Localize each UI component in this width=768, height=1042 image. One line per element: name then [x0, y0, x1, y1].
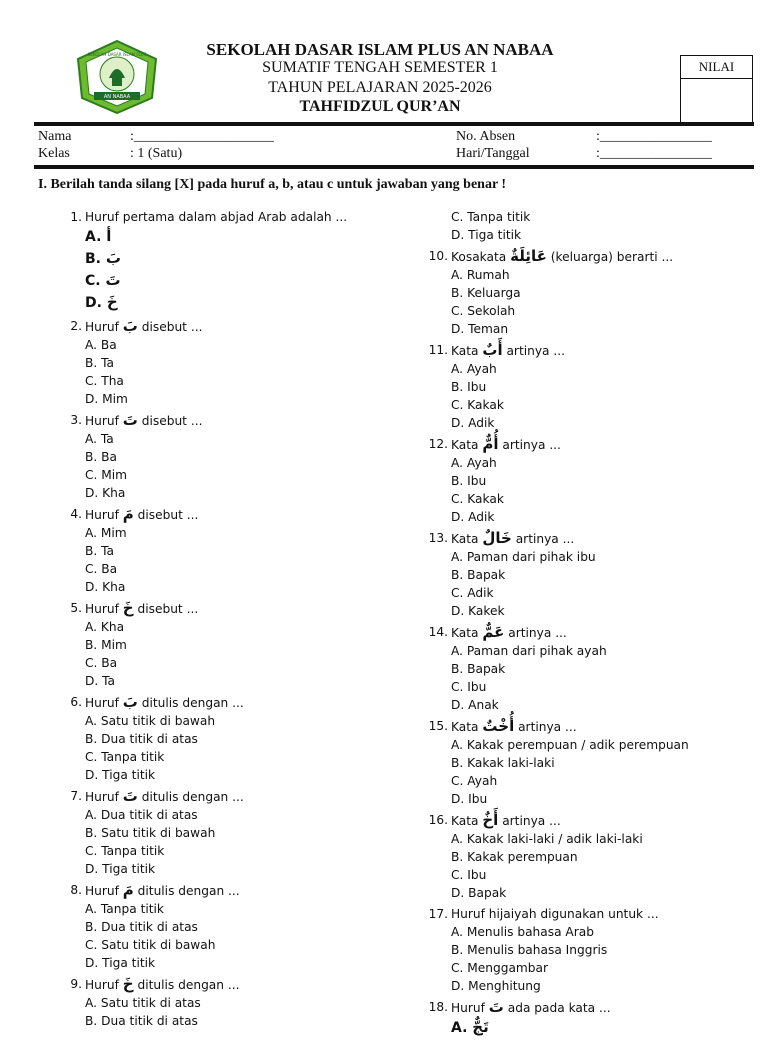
subject-title: TAHFIDZUL QUR’AN	[299, 98, 461, 115]
answer-option[interactable]: D. Mim	[85, 392, 128, 406]
answer-option[interactable]: D. Adik	[451, 416, 495, 430]
answer-option[interactable]: A. Kha	[85, 620, 125, 634]
class-value: : 1 (Satu)	[130, 146, 183, 161]
answer-option[interactable]: D. Adik	[451, 510, 495, 524]
answer-option[interactable]: C. Ba	[85, 656, 118, 670]
question-gap	[60, 1030, 410, 1033]
absen-label: No. Absen	[456, 129, 516, 144]
answer-option[interactable]: D. Kha	[85, 580, 126, 594]
question-text: Huruf مَ ditulis dengan ...	[85, 881, 240, 899]
answer-option[interactable]: C. Tanpa titik	[451, 210, 531, 224]
question-number: 5.	[70, 601, 82, 615]
question-text: Kata أَخٌ artinya ...	[451, 811, 561, 829]
question-number: 15.	[428, 719, 448, 733]
answer-option[interactable]: D. Menghitung	[451, 979, 541, 993]
arabic-word: أُخْتٌ	[482, 717, 515, 735]
arabic-word: مَ	[122, 505, 134, 523]
question-number: 14.	[428, 625, 448, 639]
answer-option[interactable]: C. تَ	[85, 271, 121, 289]
score-label: NILAI	[681, 56, 752, 79]
arabic-word: أَخٌ	[482, 811, 499, 829]
question-number: 1.	[70, 210, 82, 224]
academic-year: TAHUN PELAJARAN 2025-2026	[268, 79, 492, 96]
school-name: SEKOLAH DASAR ISLAM PLUS AN NABAA	[206, 40, 554, 59]
name-label: Nama	[38, 129, 72, 144]
question-item	[426, 998, 756, 1017]
logo-label-top: SEKOLAH DASAR ISLAM PLUS	[87, 52, 147, 57]
question-item	[426, 529, 756, 548]
answer-option[interactable]: A. Satu titik di atas	[85, 996, 201, 1010]
question-number: 6.	[70, 695, 82, 709]
question-text: Huruf مَ disebut ...	[85, 505, 199, 523]
question-text: Kosakata عَائِلَةٌ (keluarga) berarti ...	[451, 247, 674, 265]
name-field[interactable]: :____________________	[130, 129, 274, 144]
answer-option[interactable]: C. Kakak	[451, 492, 504, 506]
question-item	[60, 505, 410, 524]
left-question-column	[60, 208, 410, 1033]
question-item	[60, 599, 410, 618]
answer-option[interactable]: A. تَجٌّ	[451, 1018, 489, 1036]
question-number: 16.	[428, 813, 448, 827]
question-number: 12.	[428, 437, 448, 451]
question-text: Kata أُخْتٌ artinya ...	[451, 717, 577, 735]
answer-option[interactable]: A. Ba	[85, 338, 117, 352]
answer-option[interactable]: B. Keluarga	[451, 286, 521, 300]
question-text: Kata أَبٌ artinya ...	[451, 341, 566, 359]
section-instruction: I. Berilah tanda silang [X] pada huruf a, b, atau c untuk jawaban yang benar !	[38, 177, 507, 192]
question-number: 3.	[70, 413, 82, 427]
answer-option[interactable]: C. Tha	[85, 374, 124, 388]
question-number: 4.	[70, 507, 82, 521]
question-item	[60, 975, 410, 994]
arabic-letter: بَ	[105, 249, 121, 267]
answer-option[interactable]: D. Kakek	[451, 604, 505, 618]
question-number: 2.	[70, 319, 82, 333]
answer-option[interactable]: A. Ayah	[451, 362, 497, 376]
question-number: 13.	[428, 531, 448, 545]
answer-option[interactable]: B. Ta	[85, 544, 115, 558]
answer-option[interactable]: B. Bapak	[451, 568, 506, 582]
question-text: Huruf تَ ada pada kata ...	[451, 998, 611, 1016]
answer-option[interactable]: B. Mim	[85, 638, 127, 652]
answer-option[interactable]: A. Rumah	[451, 268, 510, 282]
question-number: 11.	[428, 343, 448, 357]
answer-option[interactable]: D. خَ	[85, 293, 118, 311]
question-text: Kata عَمٌّ artinya ...	[451, 623, 567, 641]
arabic-word: تَ	[122, 787, 138, 805]
answer-option[interactable]: B. Ibu	[451, 380, 487, 394]
question-text: Kata خَالٌ artinya ...	[451, 529, 575, 547]
arabic-word: خَ	[122, 599, 134, 617]
answer-option[interactable]: B. Kakak perempuan	[451, 850, 578, 864]
answer-option[interactable]: A. Paman dari pihak ayah	[451, 644, 607, 658]
answer-option[interactable]: C. Menggambar	[451, 961, 549, 975]
arabic-word: بَ	[122, 317, 138, 335]
arabic-word: أُمٌّ	[482, 435, 499, 453]
question-text: Huruf بَ disebut ...	[85, 317, 203, 335]
question-item	[426, 341, 756, 360]
question-item	[426, 623, 756, 642]
answer-option[interactable]: C. Ba	[85, 562, 118, 576]
arabic-word: تَ	[122, 411, 138, 429]
answer-option[interactable]: C. Adik	[451, 586, 494, 600]
arabic-letter: خَ	[106, 293, 118, 311]
school-logo-icon	[76, 40, 158, 114]
answer-option[interactable]: A. أ	[85, 227, 112, 245]
arabic-word: بَ	[122, 693, 138, 711]
score-box	[680, 55, 753, 123]
arabic-word: تَ	[488, 998, 504, 1016]
answer-option[interactable]: D. Ibu	[451, 792, 488, 806]
question-item	[426, 905, 756, 923]
answer-option[interactable]: B. Ta	[85, 356, 115, 370]
answer-option[interactable]: D. Kha	[85, 486, 126, 500]
question-item	[426, 247, 756, 266]
question-number: 7.	[70, 789, 82, 803]
answer-option[interactable]: A. Ta	[85, 432, 114, 446]
question-item	[426, 811, 756, 830]
answer-option[interactable]: A. Paman dari pihak ibu	[451, 550, 596, 564]
answer-option[interactable]: B. Menulis bahasa Inggris	[451, 943, 608, 957]
class-label: Kelas	[38, 146, 70, 161]
absen-field[interactable]: :________________	[596, 129, 712, 144]
arabic-word: أَبٌ	[482, 341, 503, 359]
right-question-column	[426, 208, 756, 1042]
question-item	[426, 435, 756, 454]
logo-label: AN NABAA	[103, 94, 131, 100]
answer-option[interactable]: A. Tanpa titik	[85, 902, 164, 916]
answer-option[interactable]: C. Ayah	[451, 774, 498, 788]
arabic-word: عَائِلَةٌ	[510, 247, 547, 265]
answer-option[interactable]: C. Ibu	[451, 680, 487, 694]
answer-option[interactable]: A. Kakak laki-laki / adik laki-laki	[451, 832, 643, 846]
answer-option[interactable]: B. Dua titik di atas	[85, 920, 198, 934]
answer-option[interactable]: D. Tiga titik	[85, 956, 156, 970]
answer-option[interactable]: B. Ba	[85, 450, 117, 464]
answer-option[interactable]: C. Kakak	[451, 398, 504, 412]
answer-option[interactable]: D. Ta	[85, 674, 116, 688]
answer-option[interactable]: A. Dua titik di atas	[85, 808, 198, 822]
question-item	[60, 317, 410, 336]
question-text: Huruf خَ ditulis dengan ...	[85, 975, 240, 993]
answer-option[interactable]: C. Tanpa titik	[85, 844, 165, 858]
answer-option[interactable]: A. Mim	[85, 526, 127, 540]
answer-option[interactable]: D. Anak	[451, 698, 499, 712]
answer-option[interactable]: B. بَ	[85, 249, 121, 267]
answer-option[interactable]: B. Dua titik di atas	[85, 1014, 198, 1028]
arabic-word: مَ	[122, 881, 134, 899]
question-number: 18.	[428, 1000, 448, 1014]
date-field[interactable]: :________________	[596, 146, 712, 161]
arabic-letter: تَ	[105, 271, 121, 289]
question-text: Huruf تَ disebut ...	[85, 411, 203, 429]
answer-option[interactable]: D. Tiga titik	[85, 768, 156, 782]
answer-option[interactable]: A. Menulis bahasa Arab	[451, 925, 594, 939]
answer-option[interactable]: C. Sekolah	[451, 304, 516, 318]
answer-option[interactable]: D. Teman	[451, 322, 509, 336]
answer-option[interactable]: A. Satu titik di bawah	[85, 714, 216, 728]
answer-option[interactable]: D. Tiga titik	[85, 862, 156, 876]
answer-option[interactable]: B. Satu titik di bawah	[85, 826, 216, 840]
question-text: Huruf hijaiyah digunakan untuk ...	[451, 907, 659, 921]
arabic-word: خَ	[122, 975, 134, 993]
exam-title: SUMATIF TENGAH SEMESTER 1	[262, 59, 498, 76]
question-item	[60, 787, 410, 806]
answer-option[interactable]: C. Tanpa titik	[85, 750, 165, 764]
info-divider	[34, 165, 754, 169]
answer-option[interactable]: D. Tiga titik	[451, 228, 522, 242]
question-number: 9.	[70, 977, 82, 991]
question-item	[60, 208, 410, 226]
answer-option[interactable]: C. Ibu	[451, 868, 487, 882]
question-text: Kata أُمٌّ artinya ...	[451, 435, 561, 453]
question-number: 17.	[428, 907, 448, 921]
date-label: Hari/Tanggal	[456, 146, 530, 161]
arabic-letter: تَجٌّ	[472, 1018, 489, 1036]
arabic-word: خَالٌ	[482, 529, 512, 547]
question-item	[426, 717, 756, 736]
answer-option[interactable]: D. Bapak	[451, 886, 507, 900]
answer-option[interactable]: B. Bapak	[451, 662, 506, 676]
answer-option[interactable]: C. Mim	[85, 468, 128, 482]
arabic-word: عَمٌّ	[482, 623, 505, 641]
question-text: Huruf pertama dalam abjad Arab adalah ...	[85, 210, 348, 224]
answer-option[interactable]: B. Kakak laki-laki	[451, 756, 555, 770]
answer-option[interactable]: C. Satu titik di bawah	[85, 938, 216, 952]
header-divider	[34, 122, 754, 126]
question-text: Huruf خَ disebut ...	[85, 599, 199, 617]
answer-option[interactable]: B. Dua titik di atas	[85, 732, 198, 746]
question-item	[60, 881, 410, 900]
question-number: 10.	[428, 249, 448, 263]
answer-option[interactable]: B. Ibu	[451, 474, 487, 488]
question-text: Huruf تَ ditulis dengan ...	[85, 787, 244, 805]
arabic-letter: أ	[106, 227, 112, 245]
question-text: Huruf بَ ditulis dengan ...	[85, 693, 244, 711]
question-item	[60, 411, 410, 430]
question-item	[60, 693, 410, 712]
answer-option[interactable]: A. Ayah	[451, 456, 497, 470]
question-number: 8.	[70, 883, 82, 897]
answer-option[interactable]: A. Kakak perempuan / adik perempuan	[451, 738, 689, 752]
